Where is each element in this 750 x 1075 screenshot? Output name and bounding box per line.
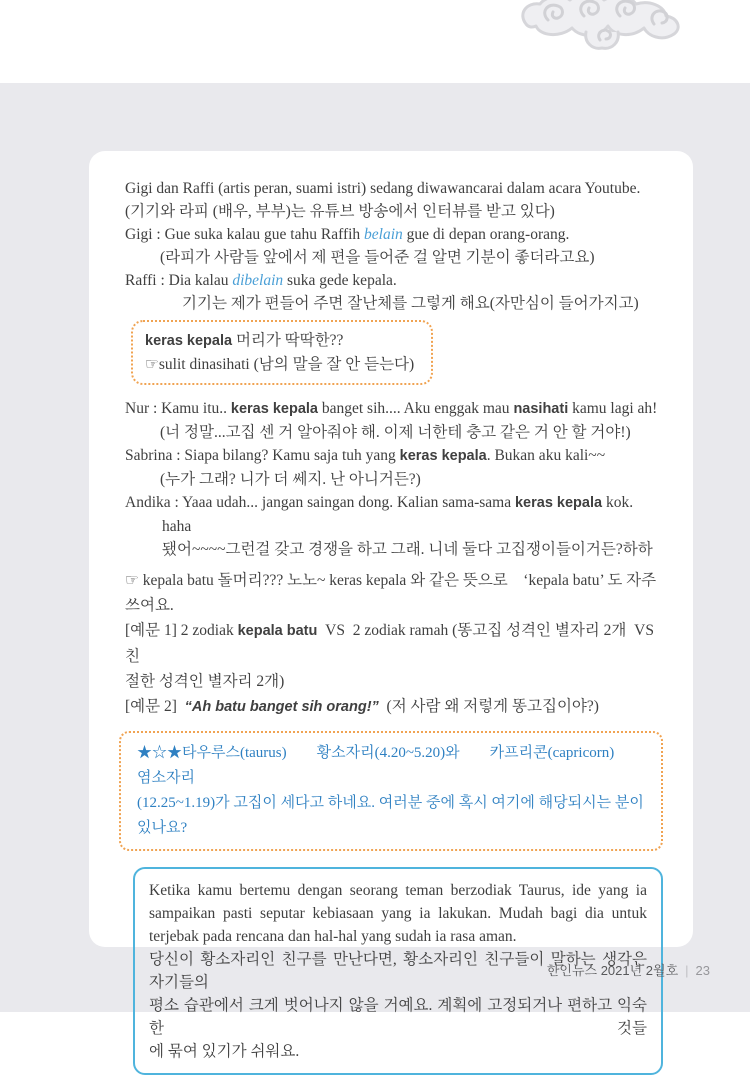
info-line	[149, 879, 647, 902]
text-segment: haha	[162, 518, 192, 535]
text-segment: (12.25~1.19)가 고집이 세다고 하네요. 여러분 중에 혹시 여기에 해당되시는 분이 있나요?	[137, 795, 644, 836]
text-segment: 당신이 황소자리인 친구를 만난다면, 황소자리인 친구들이 말하는 생각은 자기들의	[149, 951, 647, 991]
info-line	[149, 994, 647, 1040]
page-number: 23	[695, 963, 710, 978]
text-segment: 머리가 딱딱한??	[232, 332, 344, 349]
page-background-band	[0, 83, 750, 1060]
practice-dialogue	[125, 397, 665, 561]
text-segment: VS 2 zodiak ramah (똥고집 성격인 별자리 2개 VS 친	[125, 622, 662, 665]
text-segment: 에 묶여 있기가 쉬워요.	[149, 1043, 300, 1060]
text-segment: Sabrina : Siapa bilang? Kamu saja tuh yang	[125, 447, 400, 464]
text-segment: keras kepala	[230, 401, 318, 417]
text-segment: (누가 그래? 니가 더 쎄지. 난 아니거든?)	[160, 471, 421, 488]
text-segment: keras kepala	[514, 495, 603, 511]
text-segment: banget sih.... Aku enggak mau	[317, 400, 514, 417]
idiom-term-line	[145, 329, 419, 353]
dialogue-line	[125, 269, 665, 292]
text-segment: [예문 2]	[125, 698, 185, 715]
text-segment: Gigi dan Raffi (artis peran, suami istri) sedang diwawancarai dalam acara Youtube.	[125, 180, 641, 197]
note-line	[125, 593, 665, 618]
text-segment: 쓰여요.	[125, 597, 174, 614]
translation-line	[125, 468, 665, 491]
text-segment: ☞ kepala batu 돌머리??? 노노~ keras kepala 와 같은 뜻으로 ‘kepala batu’ 도 자주	[125, 572, 657, 589]
text-segment: kamu lagi ah!	[568, 400, 658, 417]
text-segment: (너 정말...고집 센 거 알아줘야 해. 이제 너한테 충고 같은 거 안 할 거야!)	[160, 424, 631, 441]
info-line	[149, 1040, 647, 1063]
note-line	[125, 568, 665, 593]
text-segment: Raffi : Dia kalau	[125, 272, 233, 289]
text-segment: nasihati	[513, 401, 569, 417]
magazine-title: 한인뉴스 2021년 2월호	[546, 963, 679, 978]
text-segment: [예문 1] 2 zodiak	[125, 622, 238, 639]
text-segment: 절한 성격인 별자리 2개)	[125, 673, 285, 690]
text-segment: keras kepala	[145, 333, 233, 349]
translation-line	[125, 292, 665, 315]
text-segment: Nur : Kamu itu..	[125, 400, 231, 417]
text-segment: 됐어~~~~그런걸 갖고 경쟁을 하고 그래. 니네 둘다 고집쟁이들이거든?하하	[162, 541, 653, 558]
text-segment: sampaikan pasti seputar kebiasaan yang ia lakukan. Mudah bagi dia untuk	[149, 905, 647, 922]
text-segment: gue di depan orang-orang.	[402, 226, 570, 243]
text-segment: Andika : Yaaa udah... jangan saingan dong. Kalian sama-sama	[125, 494, 515, 511]
text-segment: dibelain	[232, 272, 284, 289]
text-segment: Gigi : Gue suka kalau gue tahu Raffih	[125, 226, 365, 243]
footer-divider: |	[685, 963, 689, 978]
text-segment: 기기는 제가 편들어 주면 잘난체를 그렇게 해요(자만심이 들어가지고)	[182, 295, 639, 312]
translation-line	[125, 200, 665, 223]
text-segment: belain	[364, 226, 403, 243]
idiom-note-box	[131, 320, 433, 385]
translation-line	[125, 246, 665, 269]
page-footer	[547, 960, 710, 979]
intro-dialogue	[125, 177, 665, 315]
text-segment: “Ah batu banget sih orang!”	[184, 699, 379, 715]
text-segment: ☞sulit dinasihati (남의 말을 잘 안 듣는다)	[145, 356, 415, 373]
text-segment: . Bukan aku kali~~	[486, 447, 606, 464]
text-segment: (기기와 라피 (배우, 부부)는 유튜브 방송에서 인터뷰를 받고 있다)	[125, 203, 555, 220]
dialogue-line	[125, 177, 665, 200]
zodiac-fact-line	[137, 791, 645, 841]
info-line	[149, 902, 647, 925]
text-segment: 평소 습관에서 크게 벗어나지 않을 거예요. 계획에 고정되거나 편하고 익숙한 것들	[149, 997, 647, 1037]
dialogue-line	[125, 491, 665, 515]
text-segment: terjebak pada rencana dan hal-hal yang sudah ia rasa aman.	[149, 928, 517, 945]
info-line	[149, 925, 647, 948]
dialogue-line	[125, 397, 665, 421]
text-segment: kepala batu	[237, 623, 318, 639]
text-segment: (저 사람 왜 저렇게 똥고집이야?)	[378, 698, 599, 715]
text-segment: kok.	[602, 494, 634, 511]
synonym-note	[125, 568, 665, 720]
text-segment: ★☆★타우루스(taurus) 황소자리(4.20~5.20)와 카프리콘(capricorn) 염소자리	[137, 745, 645, 786]
dialogue-line	[125, 223, 665, 246]
text-segment: (라피가 사람들 앞에서 제 편을 들어준 걸 알면 기분이 좋더라고요)	[160, 249, 595, 266]
example-line	[125, 694, 665, 720]
translation-line	[125, 538, 665, 561]
translation-line	[125, 421, 665, 444]
dialogue-line	[125, 515, 665, 538]
zodiac-fact-line	[137, 741, 645, 791]
example-line	[125, 618, 665, 669]
text-segment: Ketika kamu bertemu dengan seorang teman berzodiak Taurus, ide yang ia	[149, 882, 647, 899]
text-segment: keras kepala	[399, 448, 487, 464]
text-segment: suka gede kepala.	[283, 272, 397, 289]
batik-cloud-ornament	[512, 0, 708, 58]
dialogue-line	[125, 444, 665, 468]
zodiac-fact-box	[119, 731, 663, 851]
example-line	[125, 669, 665, 694]
idiom-definition-line	[145, 353, 419, 376]
